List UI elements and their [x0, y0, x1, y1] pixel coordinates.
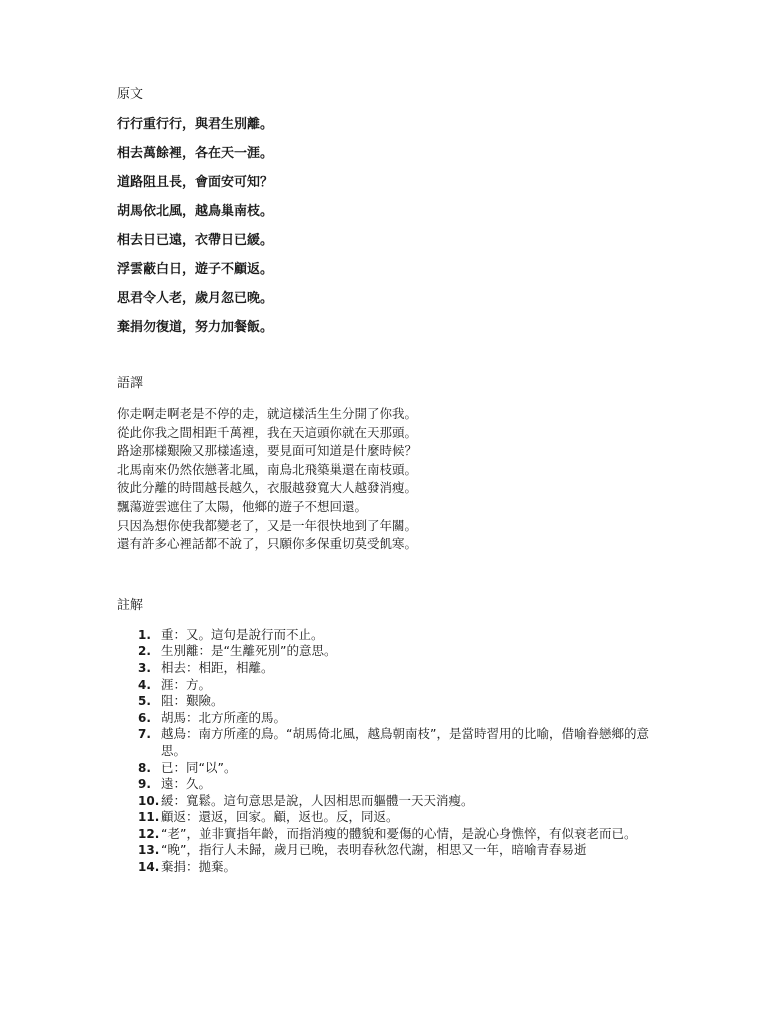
original-poem — [117, 116, 657, 337]
note-number: 4. — [138, 677, 151, 692]
note-text: 已：同“以”。 — [161, 759, 237, 775]
note-number: 13. — [138, 843, 160, 858]
note-text: 棄捐：拋棄。 — [161, 859, 237, 875]
note-item — [117, 776, 657, 793]
note-item — [117, 710, 657, 727]
note-number: 12. — [138, 826, 160, 841]
note-text: 越鳥：南方所產的鳥。“胡馬倚北風，越鳥朝南枝”，是當時習用的比喻，借喻眷戀鄉的意思。 — [161, 726, 649, 758]
translation-line: 彼此分離的時間越長越久，衣服越發寬大人越發消瘦。 — [117, 480, 418, 496]
document-page — [117, 86, 657, 876]
translation-heading: 語譯 — [117, 376, 144, 391]
note-item — [117, 842, 657, 859]
poem-line: 相去日已遠，衣帶日已緩。 — [117, 233, 274, 248]
translation-line: 路途那樣艱險又那樣遙遠，要見面可知道是什麼時候？ — [117, 443, 418, 459]
translation-line: 從此你我之間相距千萬裡，我在天這頭你就在天那頭。 — [117, 424, 418, 440]
poem-line: 浮雲蔽白日，遊子不顧返。 — [117, 262, 274, 277]
poem-line: 胡馬依北風，越鳥巢南枝。 — [117, 204, 274, 219]
note-number: 9. — [138, 777, 151, 792]
translation-text — [117, 405, 657, 554]
note-item — [117, 627, 657, 644]
note-number: 11. — [138, 810, 160, 825]
note-text: 重：又。這句是說行而不止。 — [161, 626, 324, 642]
note-number: 2. — [138, 644, 151, 659]
note-item — [117, 693, 657, 710]
note-item — [117, 793, 657, 810]
note-number: 7. — [138, 727, 151, 742]
note-item — [117, 859, 657, 876]
note-item — [117, 660, 657, 677]
note-text: “老”，並非實指年齡，而指消瘦的體貌和憂傷的心情，是說心身憔悴，有似衰老而已。 — [161, 825, 637, 841]
translation-line: 飄蕩遊雲遮住了太陽，他鄉的遊子不想回還。 — [117, 498, 368, 514]
note-item — [117, 726, 657, 759]
note-text: 涯：方。 — [161, 676, 212, 692]
note-item — [117, 826, 657, 843]
note-number: 14. — [138, 860, 160, 875]
poem-line: 相去萬餘裡，各在天一涯。 — [117, 146, 274, 161]
note-text: 阻：艱險。 — [161, 693, 224, 709]
note-text: “晚”，指行人未歸，歲月已晚，表明春秋忽代謝，相思又一年，暗喻青春易逝 — [161, 842, 587, 858]
note-text: 胡馬：北方所產的馬。 — [161, 709, 287, 725]
translation-line: 只因為想你使我都變老了，又是一年很快地到了年關。 — [117, 517, 418, 533]
translation-line: 還有許多心裡話都不說了，只願你多保重切莫受飢寒。 — [117, 536, 418, 552]
note-number: 1. — [138, 627, 151, 642]
note-text: 顧返：還返，回家。顧，返也。反，同返。 — [161, 809, 399, 825]
translation-line: 你走啊走啊老是不停的走，就這樣活生生分開了你我。 — [117, 406, 418, 421]
note-number: 6. — [138, 710, 151, 725]
poem-line: 思君令人老，歲月忽已晚。 — [117, 291, 274, 306]
note-text: 相去：相距，相離。 — [161, 659, 274, 675]
note-text: 遠：久。 — [161, 776, 212, 792]
note-number: 8. — [138, 760, 151, 775]
original-heading: 原文 — [117, 87, 144, 102]
note-item — [117, 760, 657, 777]
translation-line: 北馬南來仍然依戀著北風，南鳥北飛築巢還在南枝頭。 — [117, 461, 418, 477]
note-text: 生別離：是“生離死別”的意思。 — [161, 643, 337, 659]
poem-line: 棄捐勿復道，努力加餐飯。 — [117, 320, 274, 335]
notes-heading: 註解 — [117, 597, 144, 613]
note-number: 10. — [138, 793, 160, 808]
note-number: 5. — [138, 694, 151, 709]
note-item — [117, 677, 657, 694]
note-text: 緩：寬鬆。這句意思是說，人因相思而軀體一天天消瘦。 — [161, 792, 474, 808]
poem-line: 行行重行行，與君生別離。 — [117, 117, 274, 132]
note-item — [117, 643, 657, 660]
note-number: 3. — [138, 660, 151, 675]
poem-line: 道路阻且長，會面安可知？ — [117, 175, 274, 190]
notes-list — [117, 627, 657, 876]
note-item — [117, 809, 657, 826]
